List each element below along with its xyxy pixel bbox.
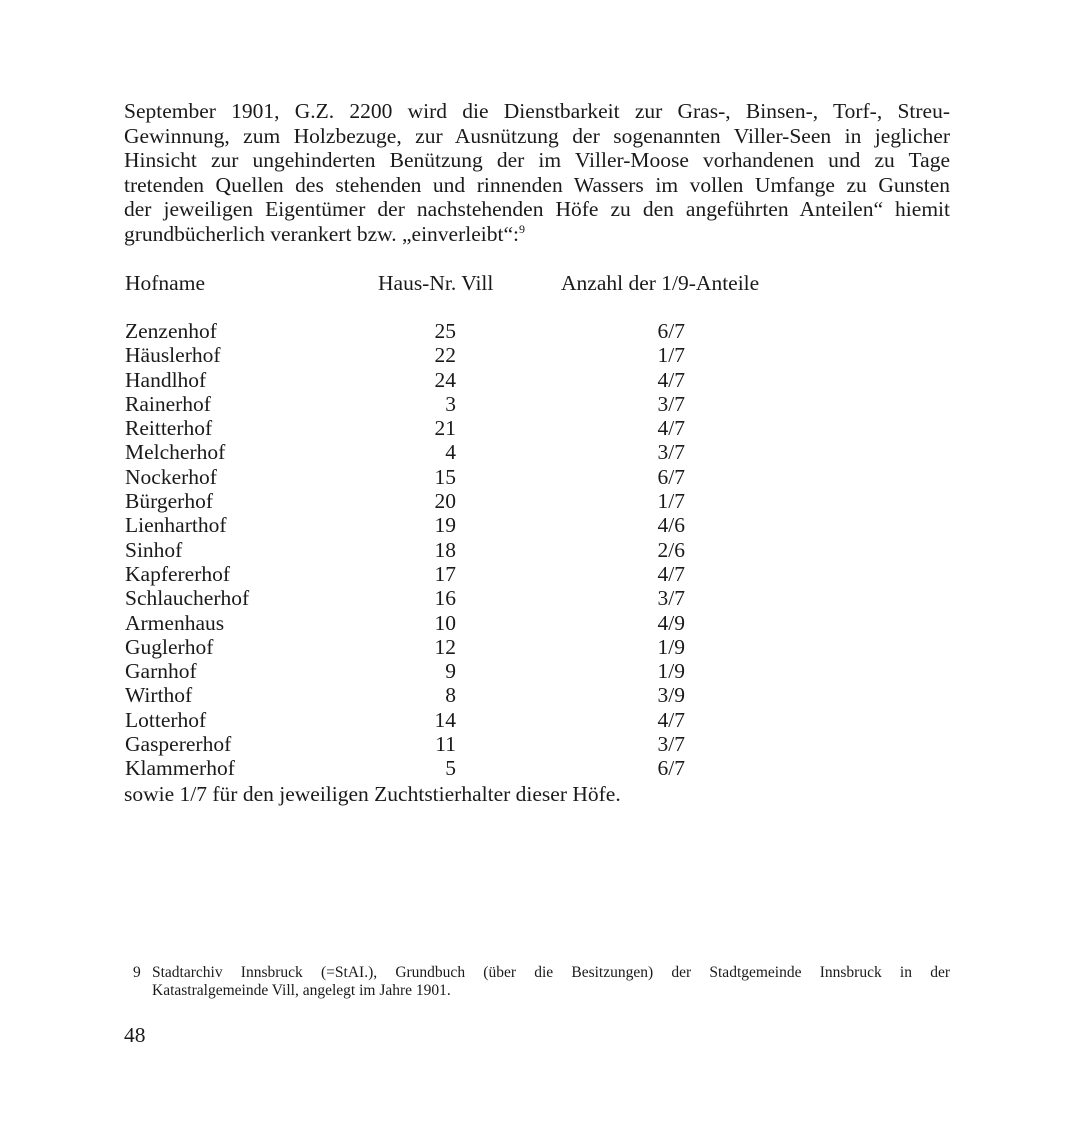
hof-name: Handlhof <box>125 367 207 392</box>
page-number: 48 <box>124 1023 146 1047</box>
table-row <box>0 611 1072 635</box>
anteil: 2/6 <box>657 537 685 562</box>
anteil: 3/7 <box>657 586 685 611</box>
footnote <box>133 964 950 1000</box>
hof-name: Nockerhof <box>125 464 217 489</box>
table-row <box>0 708 1072 732</box>
footnote-reference: 9 <box>518 221 525 236</box>
footnote-line: Katastralgemeinde Vill, angelegt im Jahre 1901. <box>152 982 451 999</box>
hof-name: Garnhof <box>125 659 197 684</box>
haus-nr: 20 <box>434 489 456 514</box>
footnote-text <box>152 964 950 1000</box>
hof-name: Reitterhof <box>125 416 213 441</box>
hof-name: Lienharthof <box>125 513 227 538</box>
anteil: 3/9 <box>657 683 685 708</box>
haus-nr: 11 <box>435 732 456 757</box>
table-row <box>0 343 1072 367</box>
hof-name: Rainerhof <box>125 391 211 416</box>
anteil: 6/7 <box>657 756 685 781</box>
anteil: 3/7 <box>657 440 685 465</box>
intro-line: Hinsicht zur ungehinderten Benützung der im Viller-Moose vorhandenen und zu Tage <box>124 148 950 172</box>
hof-name: Wirthof <box>125 683 193 708</box>
anteil: 4/7 <box>657 416 685 441</box>
anteil: 1/7 <box>657 489 685 514</box>
table-row <box>0 635 1072 659</box>
table-row <box>0 465 1072 489</box>
footnote-number: 9 <box>133 964 141 981</box>
anteil: 4/9 <box>657 610 685 635</box>
table-row <box>0 538 1072 562</box>
anteil: 4/7 <box>657 367 685 392</box>
haus-nr: 12 <box>434 634 456 659</box>
anteil: 3/7 <box>657 391 685 416</box>
hof-name: Armenhaus <box>125 610 225 635</box>
anteil: 3/7 <box>657 732 685 757</box>
haus-nr: 25 <box>434 319 456 343</box>
hof-name: Guglerhof <box>125 634 214 659</box>
table-row <box>0 368 1072 392</box>
table-row <box>0 440 1072 464</box>
intro-line: tretenden Quellen des stehenden und rinnenden Wassers im vollen Umfange zu Gunsten <box>124 172 950 197</box>
anteil: 1/7 <box>657 343 685 368</box>
header-haus-nr: Haus-Nr. Vill <box>378 271 494 295</box>
haus-nr: 24 <box>434 367 456 392</box>
table-row <box>0 586 1072 610</box>
hof-name: Kapfererhof <box>125 561 231 586</box>
anteil: 1/9 <box>657 634 685 659</box>
table-row <box>0 659 1072 683</box>
table-row <box>0 416 1072 440</box>
haus-nr: 19 <box>434 513 456 538</box>
intro-line: September 1901, G.Z. 2200 wird die Dienstbarkeit zur Gras-, Binsen-, Torf-, Streu- <box>124 99 950 123</box>
hof-name: Lotterhof <box>125 707 207 732</box>
table-row <box>0 513 1072 537</box>
haus-nr: 18 <box>434 537 456 562</box>
haus-nr: 14 <box>434 707 456 732</box>
haus-nr: 5 <box>445 756 456 781</box>
haus-nr: 17 <box>434 561 456 586</box>
hof-name: Klammerhof <box>125 756 235 781</box>
table-row <box>0 319 1072 343</box>
hof-name: Häuslerhof <box>125 343 221 368</box>
anteil: 1/9 <box>657 659 685 684</box>
footnote-line: Stadtarchiv Innsbruck (=StAI.), Grundbuch (über die Besitzungen) der Stadtgemeinde Innsbruck in der <box>152 964 950 981</box>
haus-nr: 21 <box>434 416 456 441</box>
table-row <box>0 562 1072 586</box>
haus-nr: 9 <box>445 659 456 684</box>
haus-nr: 10 <box>434 610 456 635</box>
haus-nr: 4 <box>445 440 456 465</box>
header-hofname: Hofname <box>125 271 205 295</box>
anteil: 4/7 <box>657 707 685 732</box>
table-row <box>0 756 1072 780</box>
intro-line: der jeweiligen Eigentümer der nachstehenden Höfe zu den angeführten Anteilen“ hiemit <box>124 197 950 221</box>
table-row <box>0 683 1072 707</box>
table-row <box>0 392 1072 416</box>
anteil: 6/7 <box>657 464 685 489</box>
haus-nr: 15 <box>434 464 456 489</box>
haus-nr: 8 <box>445 683 456 708</box>
anteil: 4/6 <box>657 513 685 538</box>
hof-name: Gaspererhof <box>125 732 232 757</box>
closing-sentence: sowie 1/7 für den jeweiligen Zuchtstierhalter dieser Höfe. <box>124 782 621 806</box>
hof-name: Schlaucherhof <box>125 586 250 611</box>
farm-table-body <box>0 319 1072 781</box>
haus-nr: 3 <box>445 391 456 416</box>
header-anteile: Anzahl der 1/9-Anteile <box>561 271 760 295</box>
hof-name: Melcherhof <box>125 440 226 465</box>
intro-paragraph <box>124 99 950 246</box>
haus-nr: 16 <box>434 586 456 611</box>
hof-name: Zenzenhof <box>125 319 217 343</box>
anteil: 4/7 <box>657 561 685 586</box>
intro-line-last <box>124 222 950 247</box>
table-row <box>0 489 1072 513</box>
hof-name: Bürgerhof <box>125 489 213 514</box>
intro-line: Gewinnung, zum Holzbezuge, zur Ausnützung der sogenannten Viller-Seen in jeglicher <box>124 123 950 148</box>
hof-name: Sinhof <box>125 537 183 562</box>
table-row <box>0 732 1072 756</box>
anteil: 6/7 <box>657 319 685 343</box>
haus-nr: 22 <box>434 343 456 368</box>
table-header <box>0 271 1072 297</box>
intro-line-text: grundbücherlich verankert bzw. „einverleibt“: <box>124 221 519 246</box>
